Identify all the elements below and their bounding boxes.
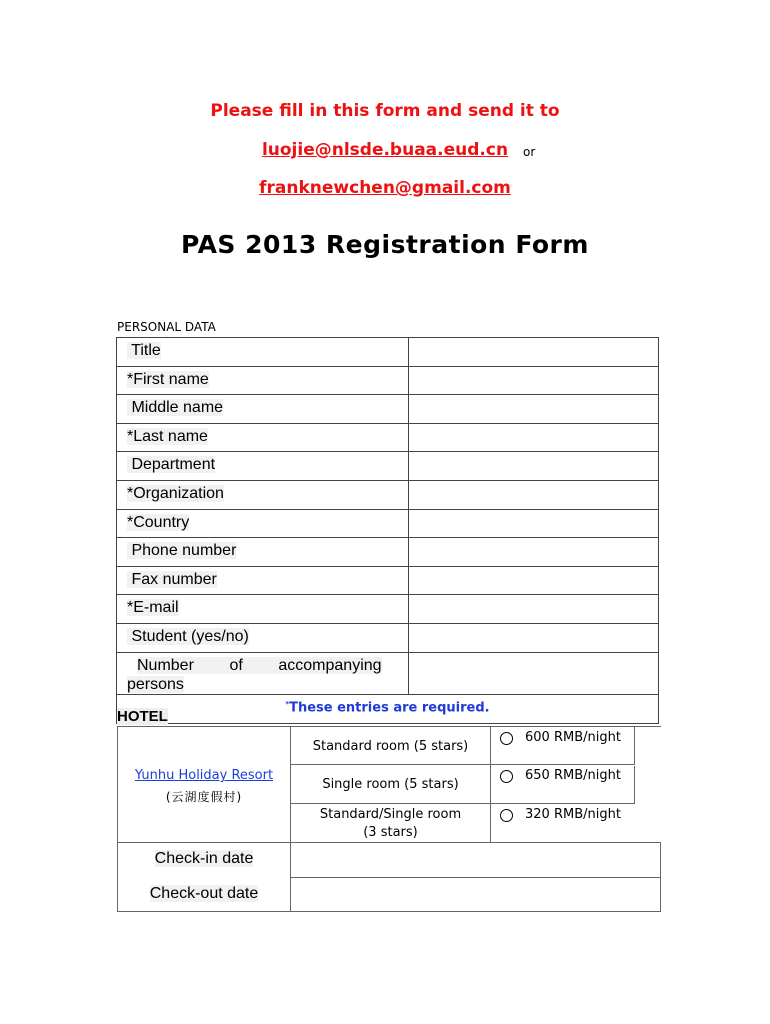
field-row-department — [117, 452, 658, 481]
email-line-1 — [0, 140, 770, 160]
field-row-fax — [117, 567, 658, 596]
field-label: Student (yes/no) — [117, 624, 409, 652]
field-label: *E-mail — [117, 595, 409, 623]
field-label: *First name — [117, 367, 409, 395]
field-label: Number of accompanying persons — [117, 653, 409, 694]
field-row-phone — [117, 538, 658, 567]
checkin-date-input[interactable] — [291, 843, 660, 876]
price-3star-room: 320 RMB/night — [525, 807, 621, 822]
radio-standard-room[interactable] — [500, 732, 513, 745]
country-input[interactable] — [409, 510, 658, 538]
room-type-3star: Standard/Single room (3 stars) — [319, 807, 462, 840]
last-name-input[interactable] — [409, 424, 658, 452]
checkout-label: Check-out date — [149, 885, 259, 902]
first-name-input[interactable] — [409, 367, 658, 395]
field-row-email — [117, 595, 658, 624]
organization-input[interactable] — [409, 481, 658, 509]
price-standard-room: 600 RMB/night — [525, 730, 621, 745]
field-row-middle-name — [117, 395, 658, 424]
field-label: Fax number — [117, 567, 409, 595]
radio-single-room[interactable] — [500, 770, 513, 783]
room-type-single: Single room (5 stars) — [322, 777, 459, 792]
checkout-date-input[interactable] — [291, 878, 660, 911]
email-line-2 — [0, 178, 770, 198]
price-single-room: 650 RMB/night — [525, 768, 621, 783]
hotel-table-top-border — [117, 726, 661, 727]
personal-data-heading: PERSONAL DATA — [117, 320, 216, 334]
radio-3star-room[interactable] — [500, 809, 513, 822]
department-input[interactable] — [409, 452, 658, 480]
field-row-title — [117, 338, 658, 367]
resort-link[interactable]: Yunhu Holiday Resort — [134, 768, 274, 783]
hotel-table-bottom-border — [117, 911, 661, 912]
checkin-label: Check-in date — [154, 850, 254, 867]
student-input[interactable] — [409, 624, 658, 652]
room-type-standard: Standard room (5 stars) — [312, 739, 469, 754]
price-cell-edge-2 — [634, 766, 635, 804]
email-link-luojie[interactable]: luojie@nlsde.buaa.eud.cn — [261, 140, 509, 160]
required-note-row — [117, 695, 658, 723]
field-label: Department — [117, 452, 409, 480]
field-label: *Country — [117, 510, 409, 538]
page-title: PAS 2013 Registration Form — [181, 230, 589, 259]
field-row-persons — [117, 653, 658, 695]
field-label: Title — [117, 338, 409, 366]
required-note: *These entries are required. — [285, 699, 490, 715]
title-input[interactable] — [409, 338, 658, 366]
or-text: or — [523, 145, 536, 159]
intro-text: Please fill in this form and send it to — [210, 101, 560, 121]
resort-name-chinese: (云湖度假村) — [165, 790, 243, 804]
accompanying-persons-input[interactable] — [409, 653, 658, 694]
email-link-franknewchen[interactable]: franknewchen@gmail.com — [259, 178, 511, 198]
hotel-heading: HOTEL — [117, 708, 168, 725]
field-row-organization — [117, 481, 658, 510]
field-row-country — [117, 510, 658, 539]
field-label: Middle name — [117, 395, 409, 423]
required-mark: * — [285, 699, 290, 708]
personal-data-table — [116, 337, 659, 724]
field-row-student — [117, 624, 658, 653]
email-input[interactable] — [409, 595, 658, 623]
middle-name-input[interactable] — [409, 395, 658, 423]
phone-input[interactable] — [409, 538, 658, 566]
field-label: Phone number — [117, 538, 409, 566]
hotel-col-divider-2 — [490, 726, 491, 842]
fax-input[interactable] — [409, 567, 658, 595]
field-row-last-name — [117, 424, 658, 453]
price-cell-edge-1 — [634, 726, 635, 764]
field-label: *Last name — [117, 424, 409, 452]
field-label: *Organization — [117, 481, 409, 509]
room-row-divider-1 — [290, 764, 635, 765]
room-row-divider-2 — [290, 803, 635, 804]
field-row-first-name — [117, 367, 658, 396]
